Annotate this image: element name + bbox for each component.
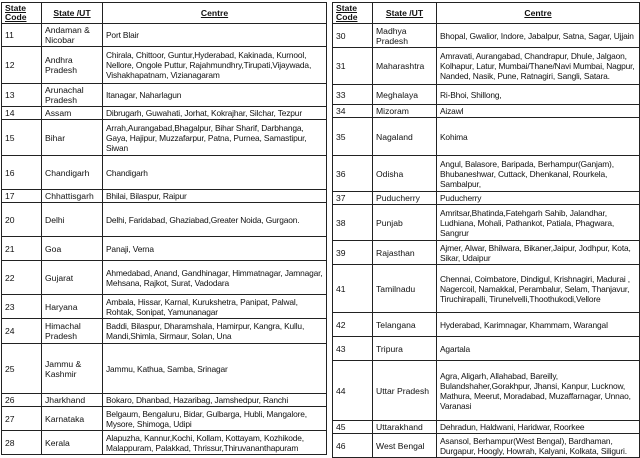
state-code-cell: 22 <box>2 261 42 295</box>
table-row <box>2 261 327 295</box>
centres-table-right <box>332 2 640 458</box>
state-cell: Gujarat <box>42 261 103 295</box>
state-code-cell: 46 <box>333 434 373 458</box>
state-cell: Chhattisgarh <box>42 190 103 203</box>
state-cell: Andhra Pradesh <box>42 47 103 84</box>
state-cell: Meghalaya <box>373 85 437 105</box>
centre-cell: Baddi, Bilaspur, Dharamshala, Hamirpur, Kangra, Kullu, Mandi,Shimla, Sirmaur, Solan, Una <box>103 319 327 344</box>
centre-cell: Puducherry <box>437 192 640 205</box>
centre-cell: Amritsar,Bhatinda,Fatehgarh Sahib, Jalandhar, Ludhiana, Mohali, Pathankot, Patiala, Phagwara, Sangrur <box>437 205 640 241</box>
state-code-cell: 30 <box>333 24 373 48</box>
state-cell: Goa <box>42 237 103 261</box>
state-cell: Madhya Pradesh <box>373 24 437 48</box>
table-row <box>2 120 327 156</box>
centre-cell: Bhilai, Bilaspur, Raipur <box>103 190 327 203</box>
centre-cell: Agartala <box>437 337 640 361</box>
centre-header: Centre <box>103 3 327 24</box>
table-row <box>333 192 640 205</box>
table-row <box>2 24 327 47</box>
table-row <box>2 319 327 344</box>
centre-cell: Dibrugarh, Guwahati, Jorhat, Kokrajhar, Silchar, Tezpur <box>103 107 327 120</box>
centre-cell: Ajmer, Alwar, Bhilwara, Bikaner,Jaipur, Jodhpur, Kota, Sikar, Udaipur <box>437 241 640 265</box>
state-code-cell: 36 <box>333 156 373 192</box>
state-cell: Punjab <box>373 205 437 241</box>
centre-cell: Dehradun, Haldwani, Haridwar, Roorkee <box>437 421 640 434</box>
table-row <box>2 203 327 237</box>
state-code-cell: 12 <box>2 47 42 84</box>
state-code-cell: 45 <box>333 421 373 434</box>
table-row <box>2 47 327 84</box>
centre-cell: Asansol, Berhampur(West Bengal), Bardhaman, Durgapur, Hoogly, Howrah, Kalyani, Kolkata, Siliguri. <box>437 434 640 458</box>
state-cell: Rajasthan <box>373 241 437 265</box>
state-code-cell: 20 <box>2 203 42 237</box>
centre-cell: Arrah,Aurangabad,Bhagalpur, Bihar Sharif, Darbhanga, Gaya, Hajipur, Muzzafarpur, Patna, Purnea, Samastipur, Siwan <box>103 120 327 156</box>
state-code-cell: 43 <box>333 337 373 361</box>
centre-cell: Jammu, Kathua, Samba, Srinagar <box>103 344 327 394</box>
state-code-cell: 25 <box>2 344 42 394</box>
centre-cell: Hyderabad, Karimnagar, Khammam, Warangal <box>437 313 640 337</box>
table-row <box>2 84 327 107</box>
centre-cell: Alapuzha, Kannur,Kochi, Kollam, Kottayam, Kozhikode, Malappuram, Palakkad, Thrissur,Thiruvananthapuram <box>103 431 327 455</box>
state-cell: Himachal Pradesh <box>42 319 103 344</box>
state-code-cell: 39 <box>333 241 373 265</box>
centre-cell: Chandigarh <box>103 156 327 190</box>
table-row <box>2 107 327 120</box>
state-cell: Puducherry <box>373 192 437 205</box>
state-cell: Assam <box>42 107 103 120</box>
centre-cell: Delhi, Faridabad, Ghaziabad,Greater Noida, Gurgaon. <box>103 203 327 237</box>
table-row <box>2 407 327 431</box>
state-code-cell: 38 <box>333 205 373 241</box>
table-row <box>2 431 327 455</box>
table-row <box>333 313 640 337</box>
state-code-cell: 28 <box>2 431 42 455</box>
table-row <box>333 24 640 48</box>
state-code-header-line2: Code <box>5 12 27 22</box>
centre-cell: Ahmedabad, Anand, Gandhinagar, Himmatnagar, Jamnagar, Mehsana, Rajkot, Surat, Vadodara <box>103 261 327 295</box>
table-row <box>2 237 327 261</box>
state-code-cell: 17 <box>2 190 42 203</box>
centre-cell: Kohima <box>437 118 640 156</box>
table-row <box>333 241 640 265</box>
state-code-cell: 33 <box>333 85 373 105</box>
state-cell: Tamilnadu <box>373 265 437 313</box>
centre-cell: Port Blair <box>103 24 327 47</box>
state-code-header <box>2 3 42 24</box>
centre-cell: Amravati, Aurangabad, Chandrapur, Dhule, Jalgaon, Kolhapur, Latur, Mumbai/Thane/Navi Mumbai, Nagpur, Nanded, Nasik, Pune, Ratnagiri, Sangli, Satara. <box>437 48 640 85</box>
state-code-cell: 31 <box>333 48 373 85</box>
state-code-header-line1: State <box>5 3 27 13</box>
state-code-cell: 14 <box>2 107 42 120</box>
state-code-header-line1: State <box>336 3 358 13</box>
state-cell: Telangana <box>373 313 437 337</box>
table-row <box>333 85 640 105</box>
state-code-cell: 23 <box>2 295 42 319</box>
state-code-cell: 42 <box>333 313 373 337</box>
state-code-cell: 16 <box>2 156 42 190</box>
state-code-cell: 15 <box>2 120 42 156</box>
state-ut-header: State /UT <box>42 3 103 24</box>
centre-cell: Chennai, Coimbatore, Dindigul, Krishnagiri, Madurai , Nagercoil, Namakkal, Perambalur, Selam, Thanjavur, Tiruchirapalli, Tirunelvelli,Thoothukodi,Vellore <box>437 265 640 313</box>
state-code-cell: 11 <box>2 24 42 47</box>
state-cell: Karnataka <box>42 407 103 431</box>
state-cell: Haryana <box>42 295 103 319</box>
state-code-cell: 26 <box>2 394 42 407</box>
state-cell: Maharashtra <box>373 48 437 85</box>
state-code-cell: 34 <box>333 105 373 118</box>
centre-cell: Agra, Aligarh, Allahabad, Bareilly, Bulandshaher,Gorakhpur, Jhansi, Kanpur, Lucknow, Mathura, Meerut, Moradabad, Muzaffarnagar, Unnao, Varanasi <box>437 361 640 421</box>
state-cell: Nagaland <box>373 118 437 156</box>
state-code-cell: 41 <box>333 265 373 313</box>
centre-cell: Chirala, Chittoor, Guntur,Hyderabad, Kakinada, Kurnool, Nellore, Ongole Puttur, Rajahmundhry,Tirupati,Vijaywada, Vishakhapatnam, Vizianagaram <box>103 47 327 84</box>
state-cell: Jharkhand <box>42 394 103 407</box>
state-code-header-line2: Code <box>336 12 358 22</box>
state-code-cell: 44 <box>333 361 373 421</box>
state-cell: Uttarakhand <box>373 421 437 434</box>
centre-cell: Ri-Bhoi, Shillong, <box>437 85 640 105</box>
table-row <box>2 344 327 394</box>
state-code-cell: 27 <box>2 407 42 431</box>
header-row <box>2 3 327 24</box>
state-cell: Bihar <box>42 120 103 156</box>
state-cell: Uttar Pradesh <box>373 361 437 421</box>
header-row <box>333 3 640 24</box>
centre-cell: Aizawl <box>437 105 640 118</box>
state-cell: Arunachal Pradesh <box>42 84 103 107</box>
table-row <box>2 394 327 407</box>
state-code-cell: 37 <box>333 192 373 205</box>
table-row <box>333 265 640 313</box>
centre-header: Centre <box>437 3 640 24</box>
state-code-cell: 13 <box>2 84 42 107</box>
table-row <box>333 156 640 192</box>
centre-cell: Angul, Balasore, Baripada, Berhampur(Ganjam), Bhubaneshwar, Cuttack, Dhenkanal, Rourkela, Sambalpur, <box>437 156 640 192</box>
state-cell: Mizoram <box>373 105 437 118</box>
table-row <box>2 295 327 319</box>
state-cell: Odisha <box>373 156 437 192</box>
table-row <box>333 421 640 434</box>
state-code-cell: 24 <box>2 319 42 344</box>
table-row <box>333 434 640 458</box>
table-row <box>333 361 640 421</box>
centre-cell: Belgaum, Bengaluru, Bidar, Gulbarga, Hubli, Mangalore, Mysore, Shimoga, Udipi <box>103 407 327 431</box>
centre-cell: Bhopal, Gwalior, Indore, Jabalpur, Satna, Sagar, Ujjain <box>437 24 640 48</box>
table-row <box>2 156 327 190</box>
state-cell: Jammu & Kashmir <box>42 344 103 394</box>
table-row <box>333 205 640 241</box>
state-cell: West Bengal <box>373 434 437 458</box>
state-cell: Kerala <box>42 431 103 455</box>
centre-cell: Panaji, Verna <box>103 237 327 261</box>
state-code-header <box>333 3 373 24</box>
centres-table-left <box>1 2 327 455</box>
table-row <box>333 337 640 361</box>
table-row <box>333 48 640 85</box>
centre-cell: Bokaro, Dhanbad, Hazaribag, Jamshedpur, Ranchi <box>103 394 327 407</box>
table-row <box>2 190 327 203</box>
centre-cell: Itanagar, Naharlagun <box>103 84 327 107</box>
table-row <box>333 105 640 118</box>
centre-cell: Ambala, Hissar, Karnal, Kurukshetra, Panipat, Palwal, Rohtak, Sonipat, Yamunanagar <box>103 295 327 319</box>
state-code-cell: 35 <box>333 118 373 156</box>
state-code-cell: 21 <box>2 237 42 261</box>
state-cell: Delhi <box>42 203 103 237</box>
state-ut-header: State /UT <box>373 3 437 24</box>
state-cell: Chandigarh <box>42 156 103 190</box>
state-cell: Tripura <box>373 337 437 361</box>
table-row <box>333 118 640 156</box>
state-cell: Andaman & Nicobar <box>42 24 103 47</box>
